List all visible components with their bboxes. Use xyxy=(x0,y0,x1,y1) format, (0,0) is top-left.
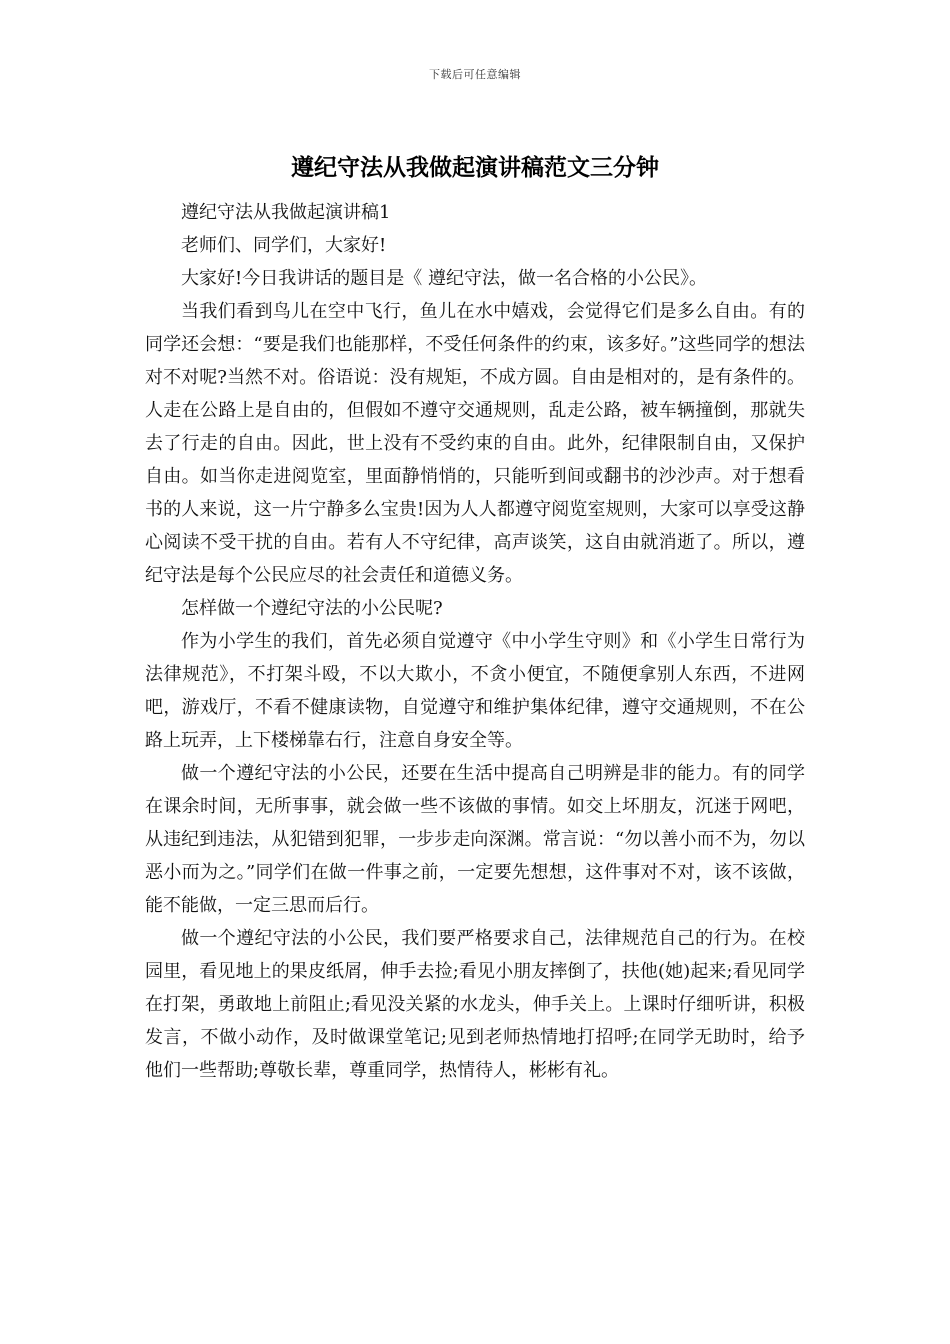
paragraph-judgement: 做一个遵纪守法的小公民，还要在生活中提高自己明辨是非的能力。有的同学在课余时间，无所事事，就会做一些不该做的事情。如交上坏朋友，沉迷于网吧，从违纪到违法，从犯错到犯罪，一步步走向深渊。常言说：“勿以善小而不为，勿以恶小而为之。”同学们在做一件事之前，一定要先想想，这件事对不对，该不该做，能不能做，一定三思而后行。 xyxy=(145,763,805,916)
paragraph-freedom: 当我们看到鸟儿在空中飞行，鱼儿在水中嬉戏，会觉得它们是多么自由。有的同学还会想：“要是我们也能那样，不受任何条件的约束，该多好。”这些同学的想法对不对呢?当然不对。俗语说：没有规矩，不成方圆。自由是相对的，是有条件的。人走在公路上是自由的，但假如不遵守交通规则，乱走公路，被车辆撞倒，那就失去了行走的自由。因此，世上没有不受约束的自由。此外，纪律限制自由，又保护自由。如当你走进阅览室，里面静悄悄的，只能听到间或翻书的沙沙声。对于想看书的人来说，这一片宁静多么宝贵!因为人人都遵守阅览室规则，大家可以享受这静心阅读不受干扰的自由。若有人不守纪律，高声谈笑，这自由就消逝了。所以，遵纪守法是每个公民应尽的社会责任和道德义务。 xyxy=(145,301,805,586)
paragraph-behavior: 做一个遵纪守法的小公民，我们要严格要求自己，法律规范自己的行为。在校园里，看见地上的果皮纸屑，伸手去捡;看见小朋友摔倒了，扶他(她)起来;看见同学在打架，勇敢地上前阻止;看见没关紧的水龙头，伸手关上。上课时仔细听讲，积极发言，不做小动作，及时做课堂笔记;见到老师热情地打招呼;在同学无助时，给予他们一些帮助;尊敬长辈，尊重同学，热情待人，彬彬有礼。 xyxy=(145,928,805,1081)
document-title: 遵纪守法从我做起演讲稿范文三分钟 xyxy=(291,154,659,181)
paragraph-topic: 大家好!今日我讲话的题目是《 遵纪守法，做一名合格的小公民》。 xyxy=(181,268,707,289)
paragraph-speech-heading: 遵纪守法从我做起演讲稿1 xyxy=(181,202,391,223)
paragraph-question: 怎样做一个遵纪守法的小公民呢? xyxy=(181,598,443,619)
document-body xyxy=(145,196,805,1087)
header-note: 下载后可任意编辑 xyxy=(429,68,521,81)
paragraph-rules: 作为小学生的我们，首先必须自觉遵守《中小学生守则》和《小学生日常行为法律规范》，不打架斗殴，不以大欺小，不贪小便宜，不随便拿别人东西，不进网吧，游戏厅，不看不健康读物，自觉遵守和维护集体纪律，遵守交通规则，不在公路上玩弄，上下楼梯靠右行，注意自身安全等。 xyxy=(145,631,805,751)
paragraph-greeting: 老师们、同学们，大家好! xyxy=(181,235,387,256)
